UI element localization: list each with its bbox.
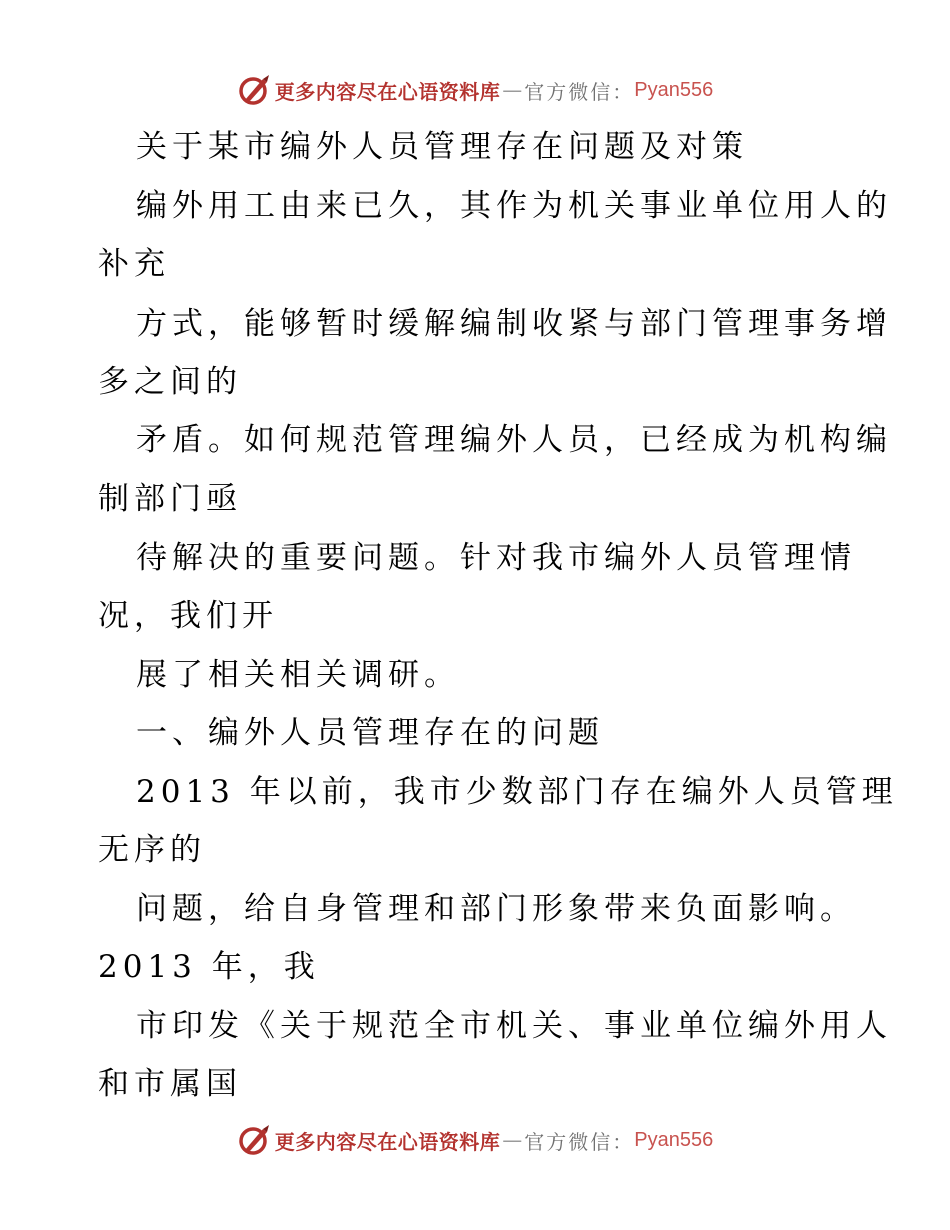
text-line: 市印发《关于规范全市机关、事业单位编外用人 — [136, 1008, 892, 1044]
text-line: 和市属国 — [98, 1066, 242, 1102]
text-line: 2013 年以前，我市少数部门存在编外人员管理 — [136, 774, 898, 810]
banner-wechat-id: Pyan556 — [634, 1128, 714, 1151]
quill-pen-logo-icon — [237, 73, 271, 107]
text-line: 待解决的重要问题。针对我市编外人员管理情 — [136, 540, 856, 576]
text-line: 无序的 — [98, 832, 206, 868]
header-banner — [0, 70, 950, 110]
text-line: 方式，能够暂时缓解编制收紧与部门管理事务增 — [136, 306, 892, 342]
section-heading: 一、编外人员管理存在的问题 — [136, 715, 604, 751]
banner-brand-text: 更多内容尽在心语资料库 — [274, 79, 501, 104]
banner-wechat-label: 官方微信： — [524, 79, 635, 104]
document-title: 关于某市编外人员管理存在问题及对策 — [136, 129, 748, 165]
banner-wechat-label: 官方微信： — [524, 1129, 635, 1154]
text-line: 编外用工由来已久，其作为机关事业单位用人的 — [136, 188, 892, 224]
text-line: 补充 — [98, 246, 170, 282]
text-line: 问题，给自身管理和部门形象带来负面影响。 — [136, 891, 856, 927]
text-line: 多之间的 — [98, 364, 242, 400]
banner-wechat-id: Pyan556 — [634, 78, 714, 101]
quill-pen-logo-icon — [237, 1123, 271, 1157]
text-line: 矛盾。如何规范管理编外人员，已经成为机构编 — [136, 422, 892, 458]
text-line: 制部门亟 — [98, 481, 242, 517]
banner-dash: — — [502, 1128, 523, 1152]
text-line: 展了相关相关调研。 — [136, 657, 460, 693]
text-line: 2013 年，我 — [98, 949, 320, 985]
banner-dash: — — [502, 78, 523, 102]
footer-banner — [0, 1120, 950, 1160]
banner-brand-text: 更多内容尽在心语资料库 — [274, 1129, 501, 1154]
text-line: 况，我们开 — [98, 598, 278, 634]
